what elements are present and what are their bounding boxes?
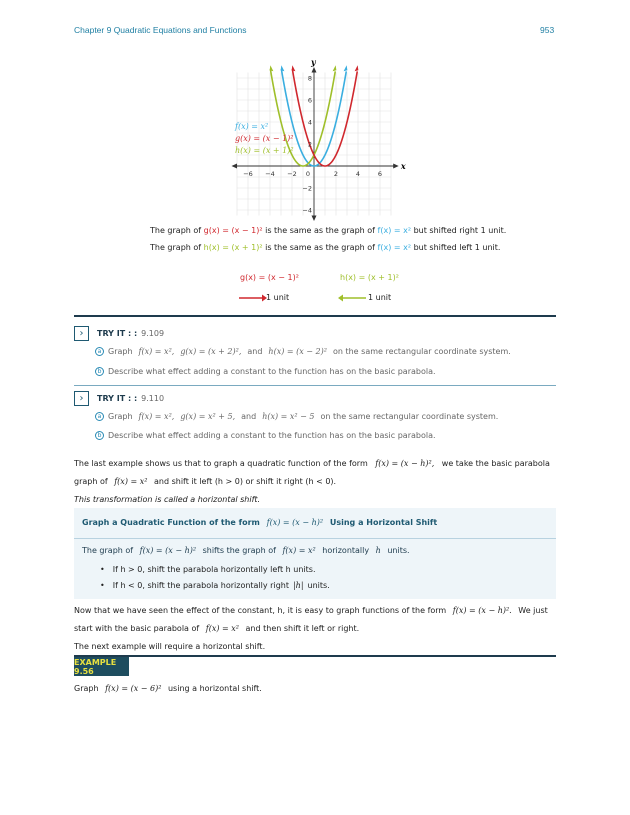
shift-label-h: h(x) = (x + 1)²: [340, 273, 399, 282]
svg-text:0: 0: [305, 170, 311, 178]
chevron-right-icon[interactable]: ›: [74, 326, 89, 341]
try-it-1-part-a: a Graph f(x) = x², g(x) = (x + 2)², and h(x) = (x − 2)² on the same rectangular coordinate system.: [95, 347, 511, 356]
try-it-1-header: › TRY IT : : 9.109: [74, 326, 164, 341]
page-number: 953: [540, 25, 555, 35]
paragraph-1-line-2: graph of f(x) = x² and shift it left (h > 0) or shift it right (h < 0).: [74, 477, 337, 486]
try-it-1-part-b: b Describe what effect adding a constant to the function has on the basic parabola.: [95, 367, 436, 376]
example-prompt: Graph f(x) = (x − 6)² using a horizontal shift.: [74, 684, 262, 693]
paragraph-2-line-1: Now that we have seen the effect of the constant, h, it is easy to graph functions of the form f(x) = (x − h)². We just: [74, 606, 548, 615]
paragraph-2-line-3: The next example will require a horizontal shift.: [74, 642, 266, 651]
paragraph-1-line-1: The last example shows us that to graph a quadratic function of the form f(x) = (x − h)², we take the basic parabola: [74, 459, 550, 468]
caption-line-1: The graph of g(x) = (x − 1)² is the same as the graph of f(x) = x² but shifted right 1 unit.: [150, 226, 507, 235]
svg-text:4: 4: [307, 118, 312, 127]
left-arrow-icon: [337, 293, 367, 303]
svg-text:−4: −4: [302, 206, 312, 215]
svg-text:6: 6: [307, 96, 312, 105]
legend-g: g(x) = (x − 1)²: [235, 134, 294, 143]
svg-text:−2: −2: [302, 184, 312, 193]
try-it-2-header: › TRY IT : : 9.110: [74, 391, 164, 406]
svg-text:−2: −2: [287, 170, 297, 178]
svg-text:−6: −6: [243, 170, 253, 178]
svg-text:x: x: [400, 161, 406, 171]
how-to-title: Graph a Quadratic Function of the form f(x) = (x − h)² Using a Horizontal Shift: [82, 518, 438, 527]
how-to-bullet-2: • If h < 0, shift the parabola horizontally right |h| units.: [100, 581, 330, 590]
letter-a-badge: a: [95, 347, 104, 356]
example-rule: [74, 655, 556, 657]
chevron-right-icon[interactable]: ›: [74, 391, 89, 406]
svg-text:4: 4: [355, 170, 361, 178]
legend-f: f(x) = x²: [235, 122, 269, 131]
section-rule: [74, 315, 556, 317]
shift-label-g: g(x) = (x − 1)²: [240, 273, 299, 282]
svg-text:8: 8: [307, 74, 312, 83]
caption-line-2: The graph of h(x) = (x + 1)² is the same as the graph of f(x) = x² but shifted left 1 unit.: [150, 243, 501, 252]
paragraph-2-line-2: start with the basic parabola of f(x) = x² and then shift it left or right.: [74, 624, 360, 633]
svg-text:y: y: [311, 56, 316, 67]
shift-unit-g: 1 unit: [266, 293, 290, 302]
svg-text:−4: −4: [265, 170, 275, 178]
how-to-bullet-1: • If h > 0, shift the parabola horizontally left h units.: [100, 565, 316, 574]
how-to-divider: [74, 538, 556, 539]
svg-text:2: 2: [333, 170, 339, 178]
letter-b-badge: b: [95, 431, 104, 440]
graph-tick-labels: [243, 75, 382, 215]
svg-text:2: 2: [307, 140, 312, 149]
legend-h: h(x) = (x + 1)²: [235, 146, 294, 155]
shift-unit-h: 1 unit: [368, 293, 392, 302]
letter-b-badge: b: [95, 367, 104, 376]
how-to-statement: The graph of f(x) = (x − h)² shifts the graph of f(x) = x² horizontally h units.: [82, 546, 410, 555]
svg-text:6: 6: [377, 170, 383, 178]
paragraph-1-italic: This transformation is called a horizontal shift.: [74, 495, 261, 504]
letter-a-badge: a: [95, 412, 104, 421]
try-it-2-part-a: a Graph f(x) = x², g(x) = x² + 5, and h(x) = x² − 5 on the same rectangular coordinate system.: [95, 412, 498, 421]
chapter-title: Chapter 9 Quadratic Equations and Functions: [74, 25, 247, 35]
try-it-2-part-b: b Describe what effect adding a constant to the function has on the basic parabola.: [95, 431, 436, 440]
right-arrow-icon: [238, 293, 268, 303]
try-it-divider: [74, 385, 556, 386]
example-tag: EXAMPLE 9.56: [74, 657, 129, 676]
